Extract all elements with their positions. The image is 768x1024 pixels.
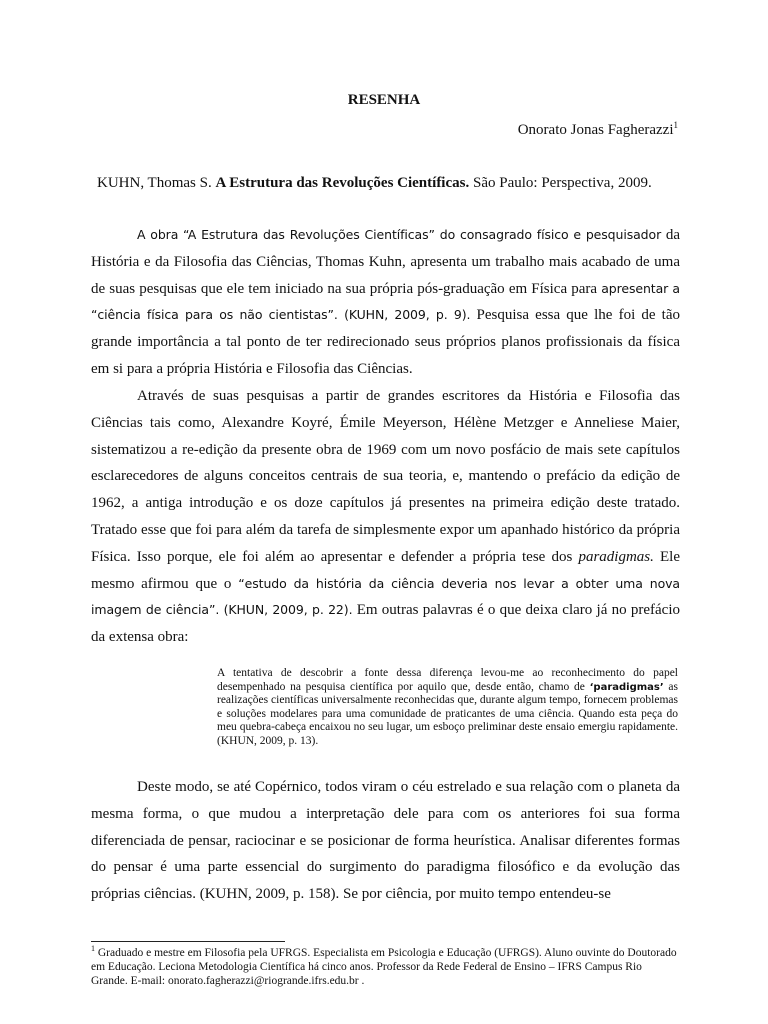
footnote bbox=[91, 946, 680, 989]
reference-author: KUHN, Thomas S. bbox=[97, 175, 212, 191]
blockquote-text-b: as realizações científicas universalmente reconhecidas que, durante algum tempo, fornecem problemas e soluções modelares para uma comunidade de praticantes de uma ciência. Quando esta peça do meu quebra-cabeça encaixou no seu lugar, um esboço preliminar deste ensaio emergiu rapidamente. (KHUN, 2009, p. 13). bbox=[217, 680, 678, 747]
author-footnote-mark[interactable]: 1 bbox=[673, 120, 678, 130]
p1-text-a: A obra bbox=[137, 227, 179, 242]
paragraph-3 bbox=[91, 774, 680, 908]
p1-text-b: da História e da Filosofia das Ciências, Thomas Kuhn, apresenta um trabalho mais acabado de uma de suas pesquisas que ele tem iniciado na sua própria pós-graduação em Física para bbox=[91, 227, 681, 297]
p2-quote: “estudo da história da ciência deveria nos levar a obter uma nova imagem de ciência”. (KHUN, 2009, p. 22). bbox=[91, 575, 680, 618]
p1-quote-1: “A Estrutura das Revoluções Científicas” do consagrado físico e pesquisador bbox=[183, 227, 662, 242]
author-line bbox=[518, 122, 678, 139]
p1-quote-2: apresentar a “ciência física para os não cientistas”. (KUHN, 2009, p. 9). bbox=[91, 280, 680, 323]
footnote-text: Graduado e mestre em Filosofia pela UFRGS. Especialista em Psicologia e Educação (UFRGS). Aluno ouvinte do Doutorado em Educação. Leciona Metodologia Científica há cinco anos. Professor da Rede Federal de Ensino – IFRS Campus Rio Grande. E-mail: onorato.fagherazzi@riogrande.ifrs.edu.br . bbox=[91, 947, 677, 988]
footnote-mark: 1 bbox=[91, 944, 95, 954]
p2-text-a: Através de suas pesquisas a partir de grandes escritores da História e Filosofia das Ciências tais como, Alexandre Koyré, Émile Meyerson, Hélène Metzger e Anneliese Maier, sistematizou a re-edição da presente obra de 1969 com um novo posfácio de mais sete capítulos esclarecedores de alguns conceitos centrais de sua teoria, e, mantendo o prefácio da edição de 1962, a antiga introdução e os doze capítulos já presentes na primeira edição deste tratado. Tratado esse que foi para além da tarefa de simplesmente expor um apanhado histórico da própria Física. Isso porque, ele foi além ao apresentar e defender a própria tese dos bbox=[91, 388, 680, 565]
blockquote-text-a: A tentativa de descobrir a fonte dessa diferença levou-me ao reconhecimento do papel desempenhado na pesquisa científica por aquilo que, desde então, chamo de bbox=[217, 667, 678, 693]
document-title bbox=[0, 92, 768, 109]
block-quotation bbox=[217, 667, 678, 748]
paragraph-1 bbox=[91, 222, 680, 383]
paragraph-2 bbox=[91, 383, 680, 651]
author-name: Onorato Jonas Fagherazzi bbox=[517, 122, 674, 138]
footnote-separator bbox=[91, 941, 285, 942]
p2-italic-paradigmas: paradigmas. bbox=[578, 548, 654, 565]
p3-text: Deste modo, se até Copérnico, todos viram o céu estrelado e sua relação com o planeta da mesma forma, o que mudou a interpretação dele para com os anteriores foi sua forma diferenciada de pensar, raciocinar e se posicionar de forma heurística. Analisar diferentes formas do pensar é uma parte essencial do surgimento do paradigma filosófico e da evolução das próprias ciências. (KUHN, 2009, p. 158). Se por ciência, por muito tempo entendeu-se bbox=[91, 779, 680, 903]
bibliographic-reference bbox=[97, 175, 697, 192]
p1-text-c: Pesquisa essa que lhe foi de tão grande importância a tal ponto de ter redirecionado seus próprios planos profissionais da física em si para a própria História e Filosofia das Ciências. bbox=[91, 307, 680, 377]
p2-text-b: Ele mesmo afirmou que o bbox=[91, 548, 681, 592]
blockquote-term: ‘paradigmas’ bbox=[589, 681, 664, 693]
reference-publisher: São Paulo: Perspectiva, 2009. bbox=[472, 175, 652, 191]
title-text: RESENHA bbox=[347, 92, 421, 108]
reference-book-title: A Estrutura das Revoluções Científicas. bbox=[215, 175, 470, 191]
p2-text-c: Em outras palavras é o que deixa claro já no prefácio da extensa obra: bbox=[91, 602, 681, 646]
